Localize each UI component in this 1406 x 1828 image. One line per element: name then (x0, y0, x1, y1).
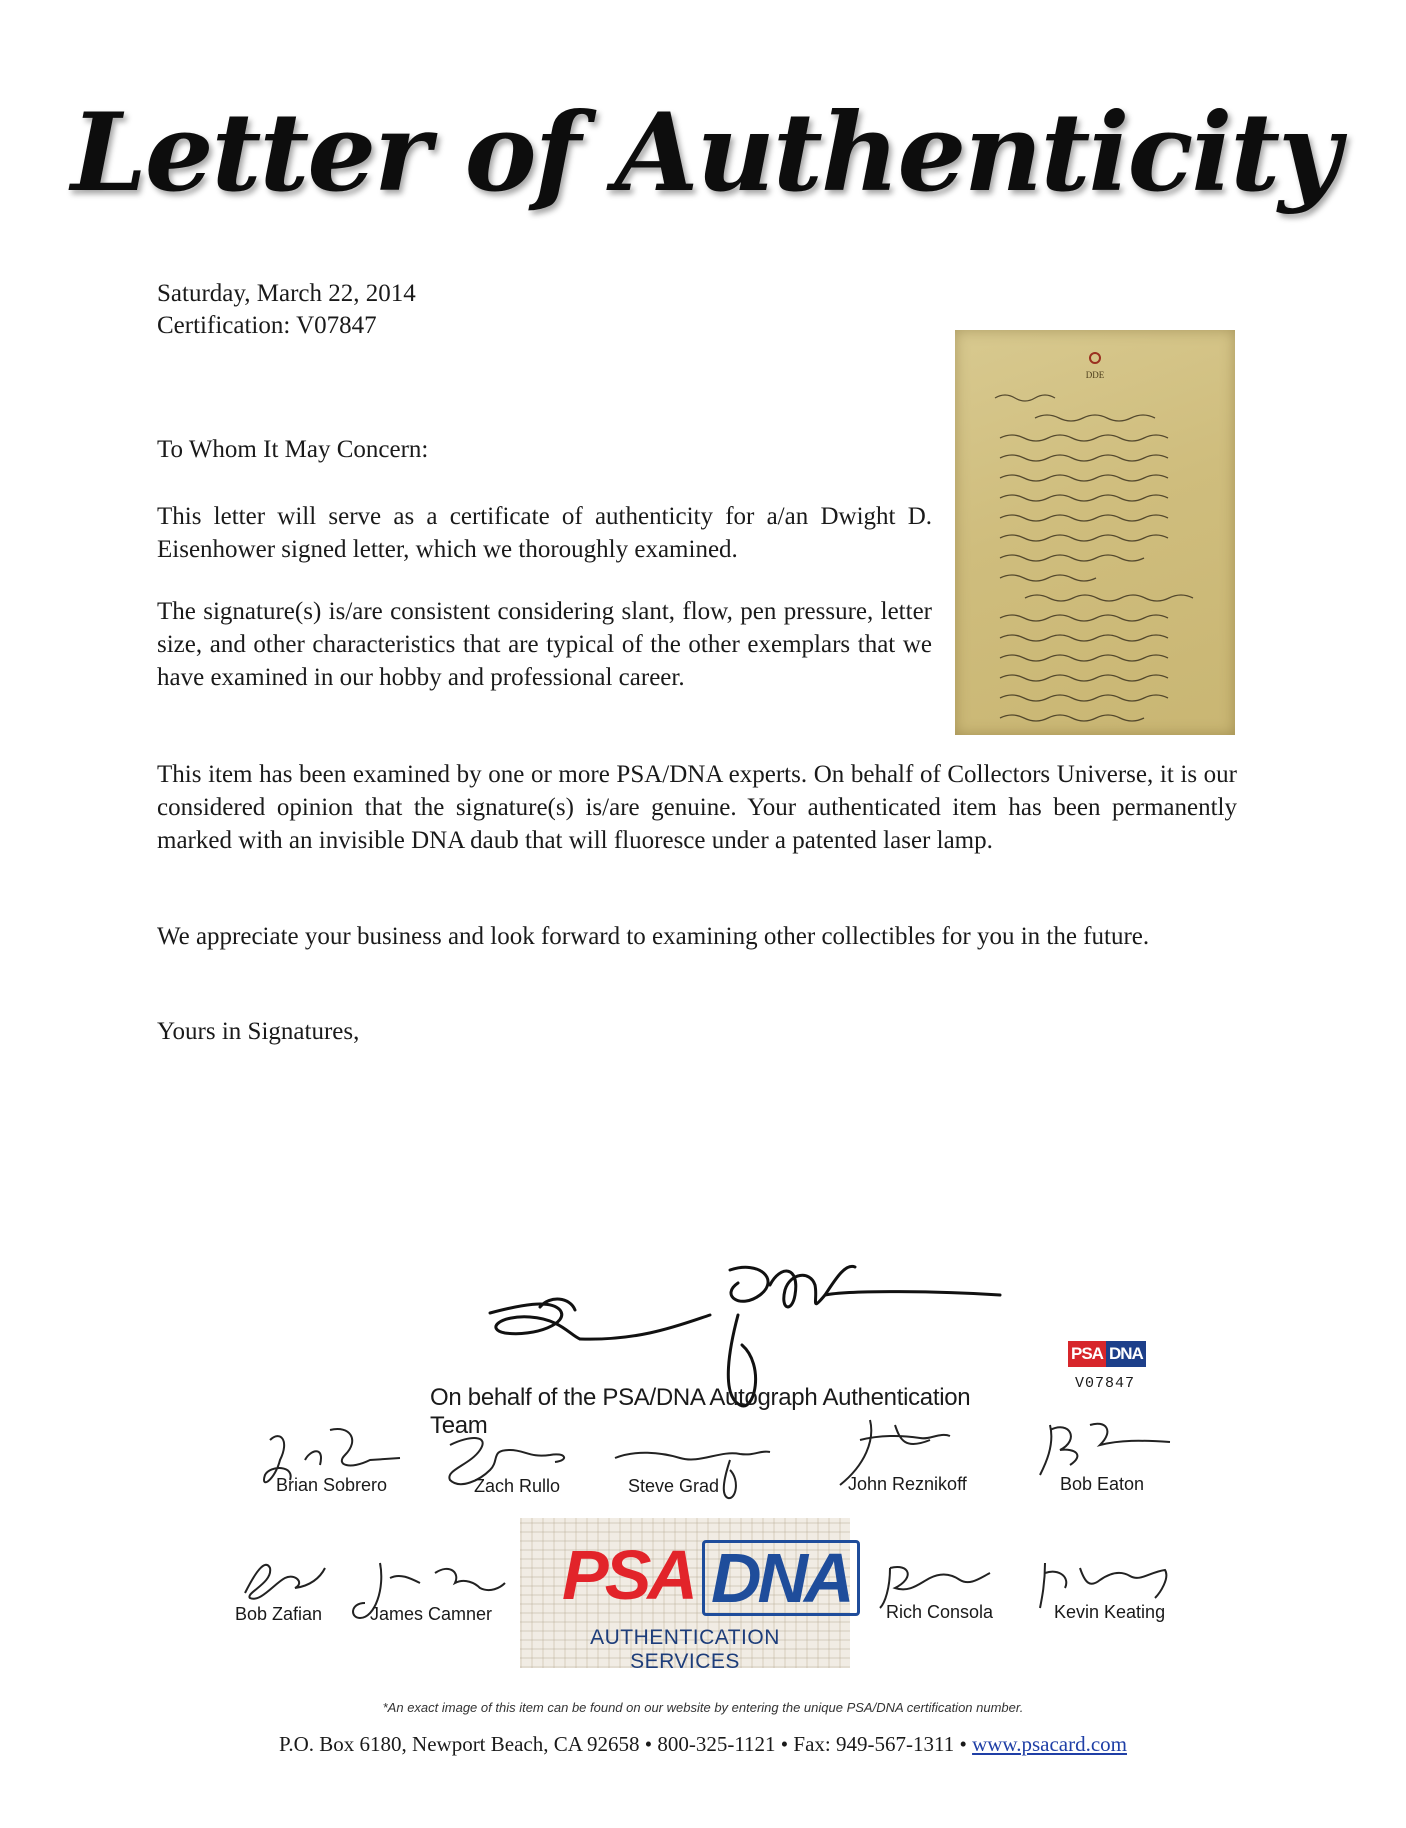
team-member-name: Brian Sobrero (276, 1475, 388, 1495)
signature (250, 1420, 450, 1510)
psa-dna-logo (520, 1518, 851, 1673)
sticker-code: V07847 (1075, 1375, 1136, 1392)
closing: Yours in Signatures, (157, 1018, 360, 1045)
logo-wordmark (562, 1536, 860, 1617)
team-member-name: Rich Consola (886, 1602, 994, 1622)
sticker-dna: DNA (1106, 1341, 1146, 1367)
team-member (810, 1410, 1010, 1500)
logo-subtitle: AUTHENTICATION SERVICES (590, 1626, 780, 1673)
svg-text:Letter of Authenticity: Letter of Authenticity (70, 90, 1340, 216)
letter-date: Saturday, March 22, 2014 (157, 280, 416, 307)
paragraph-item-description: This letter will serve as a certificate of authenticity for a/an Dwight D. Eisenhower signed letter, which we thoroughly examined. (157, 503, 932, 563)
team-member-name: Zach Rullo (474, 1476, 561, 1496)
sticker-logo (1068, 1341, 1146, 1367)
footer-contact (0, 1732, 1406, 1757)
paragraph-examination-criteria: The signature(s) is/are consistent considering slant, flow, pen pressure, letter size, and other characteristics that are typical of the other exemplars that we have examined in our hobby and professional career. (157, 598, 932, 691)
svg-text:DDE: DDE (1085, 370, 1105, 380)
team-member (340, 1548, 540, 1638)
salutation: To Whom It May Concern: (157, 436, 429, 463)
paragraph-authentication-opinion: This item has been examined by one or more PSA/DNA experts. On behalf of Collectors Universe, it is our considered opinion that the signature(s) is/are genuine. Your authenticated item has been permanently marked with an invisible DNA daub that will fluoresce under a patented laser lamp. (157, 761, 1237, 854)
team-member (1030, 1410, 1230, 1500)
item-photo (955, 330, 1235, 735)
team-member (600, 1420, 800, 1510)
certification-number: Certification: V07847 (157, 312, 377, 339)
footer-address: P.O. Box 6180, Newport Beach, CA 92658 • 800-325-1121 • Fax: 949-567-1311 • (279, 1732, 967, 1756)
letter-of-authenticity-title (70, 70, 1340, 240)
team-member-name: Bob Eaton (1060, 1474, 1145, 1494)
logo-psa: PSA (562, 1536, 694, 1614)
signature (1030, 1548, 1230, 1638)
team-member-name: Steve Grad (628, 1476, 720, 1496)
team-member-name: Kevin Keating (1054, 1602, 1166, 1622)
paragraph-appreciation: We appreciate your business and look forward to examining other collectibles for you in the future. (157, 923, 1150, 950)
certification-sticker (1060, 1337, 1175, 1399)
team-line: On behalf of the PSA/DNA Autograph Authentication Team (430, 1384, 971, 1439)
handwritten-letter-image (955, 330, 1235, 735)
disclaimer: *An exact image of this item can be found on our website by entering the unique PSA/DNA certification number. (382, 1700, 1024, 1715)
sticker-psa: PSA (1068, 1341, 1106, 1367)
team-member-name: James Camner (370, 1604, 493, 1624)
team-member (250, 1420, 450, 1510)
team-member-name: John Reznikoff (848, 1474, 967, 1494)
website-link[interactable]: www.psacard.com (972, 1732, 1127, 1756)
team-member (1030, 1548, 1230, 1638)
logo-dna: DNA (702, 1540, 860, 1616)
team-member-name: Bob Zafian (235, 1604, 323, 1624)
